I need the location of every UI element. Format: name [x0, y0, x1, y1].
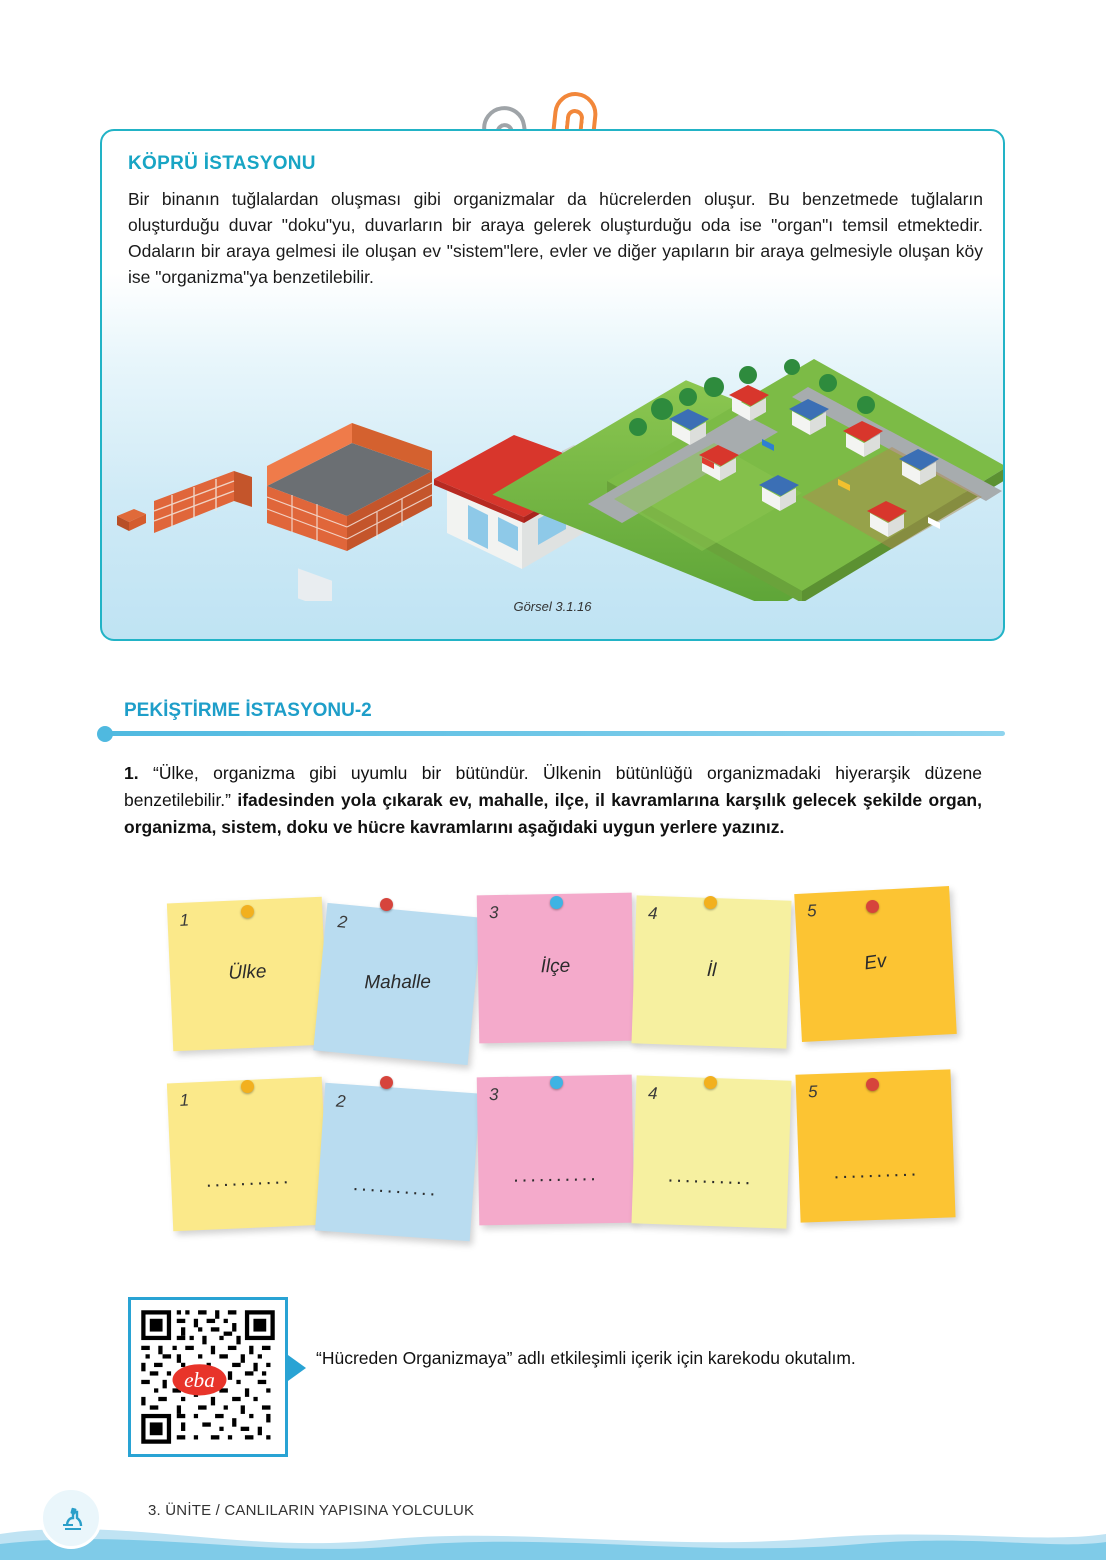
note-word: İl — [706, 959, 717, 982]
pin-icon — [550, 896, 563, 909]
section-divider-dot — [97, 726, 113, 742]
figure-caption: Görsel 3.1.16 — [513, 599, 592, 614]
pin-icon — [241, 1080, 254, 1093]
note-number: 1 — [179, 910, 190, 930]
pin-icon — [550, 1076, 563, 1089]
note-answer-blank: .......... — [667, 1164, 754, 1190]
note-number: 1 — [179, 1090, 190, 1110]
note-word: Mahalle — [364, 971, 431, 994]
note-answer-blank: .......... — [512, 1163, 599, 1187]
note-number: 2 — [335, 1091, 347, 1112]
section-divider — [100, 731, 1005, 736]
note-number: 3 — [488, 1084, 499, 1105]
sticky-note-answer[interactable] — [167, 1077, 328, 1232]
pin-icon — [380, 898, 393, 911]
single-brick — [117, 509, 146, 531]
cell-to-organism-illustration — [102, 301, 1005, 601]
sticky-note-answer[interactable] — [315, 1083, 480, 1241]
sticky-note-answer[interactable] — [795, 1069, 955, 1222]
pin-icon — [380, 1076, 393, 1089]
pin-icon — [866, 900, 879, 913]
footer-wave — [0, 1514, 1106, 1560]
footer-unit-title: 3. ÜNİTE / CANLILARIN YAPISINA YOLCULUK — [148, 1502, 475, 1519]
microscope-badge — [40, 1487, 102, 1549]
note-answer-blank: .......... — [205, 1166, 292, 1192]
eba-logo-text: eba — [184, 1367, 215, 1392]
bridge-station-paragraph: Bir binanın tuğlalardan oluşması gibi organizmalar da hücrelerden oluşur. Bu benzetmede tuğlaların oluşturduğu duvar "doku"yu, duvarların bir araya gelerek oluşturduğu oda ise "organ"ı temsil etmektedir. Odaların bir araya gelmesi ile oluşan ev "sistem"lere, evler ve diğer yapıların bir araya gelmesiyle oluşan köy ise "organizma"ya benzetilebilir. — [128, 189, 983, 287]
microscope-icon — [53, 1500, 89, 1536]
note-number: 2 — [336, 912, 349, 932]
qr-code-image — [137, 1306, 279, 1448]
note-answer-blank: .......... — [833, 1158, 920, 1184]
note-word: İlçe — [540, 955, 571, 978]
note-word: Ev — [862, 950, 888, 975]
note-word: Ülke — [227, 961, 267, 984]
note-number: 5 — [807, 1081, 818, 1102]
arrow-icon — [288, 1355, 306, 1381]
note-answer-blank: .......... — [352, 1172, 440, 1201]
sticky-note-answer[interactable] — [477, 1075, 635, 1226]
pin-icon — [704, 896, 717, 909]
question-instruction: ifadesinden yola çıkarak ev, mahalle, ilçe, il kavramlarına karşılık gelecek şekilde organ, organizma, sistem, doku ve hücre kavramlarını aşağıdaki uygun yerlere yazınız. — [124, 790, 982, 837]
question-quote: “Ülke, organizma gibi uyumlu bir bütündür. Ülkenin bütünlüğü organizmadaki hiyerarşik düzene benzetilebilir.” — [124, 763, 982, 810]
note-number: 4 — [647, 903, 658, 924]
sticky-note-filled — [477, 893, 635, 1044]
question-number: 1. — [124, 763, 139, 783]
pin-icon — [241, 905, 254, 918]
brick-wall — [154, 471, 252, 533]
sticky-note-filled — [631, 895, 791, 1048]
village — [492, 359, 1005, 601]
section-heading: PEKİŞTİRME İSTASYONU-2 — [124, 700, 372, 721]
page-number: 116 — [98, 1499, 129, 1520]
pin-icon — [704, 1076, 717, 1089]
bridge-station-title: KÖPRÜ İSTASYONU — [128, 153, 316, 174]
sticky-note-answer[interactable] — [631, 1075, 791, 1228]
sticky-notes-area — [0, 880, 1106, 1250]
note-number: 5 — [806, 901, 818, 921]
qr-code[interactable] — [128, 1297, 288, 1457]
note-number: 3 — [488, 902, 499, 923]
note-number: 4 — [647, 1083, 658, 1104]
bridge-station-box — [100, 129, 1005, 641]
sticky-note-filled — [313, 903, 481, 1065]
sticky-note-filled — [167, 897, 328, 1052]
question-text — [124, 760, 982, 841]
qr-description: “Hücreden Organizmaya” adlı etkileşimli içerik için karekodu okutalım. — [316, 1348, 856, 1368]
pin-icon — [866, 1078, 879, 1091]
brick-room — [267, 423, 432, 601]
